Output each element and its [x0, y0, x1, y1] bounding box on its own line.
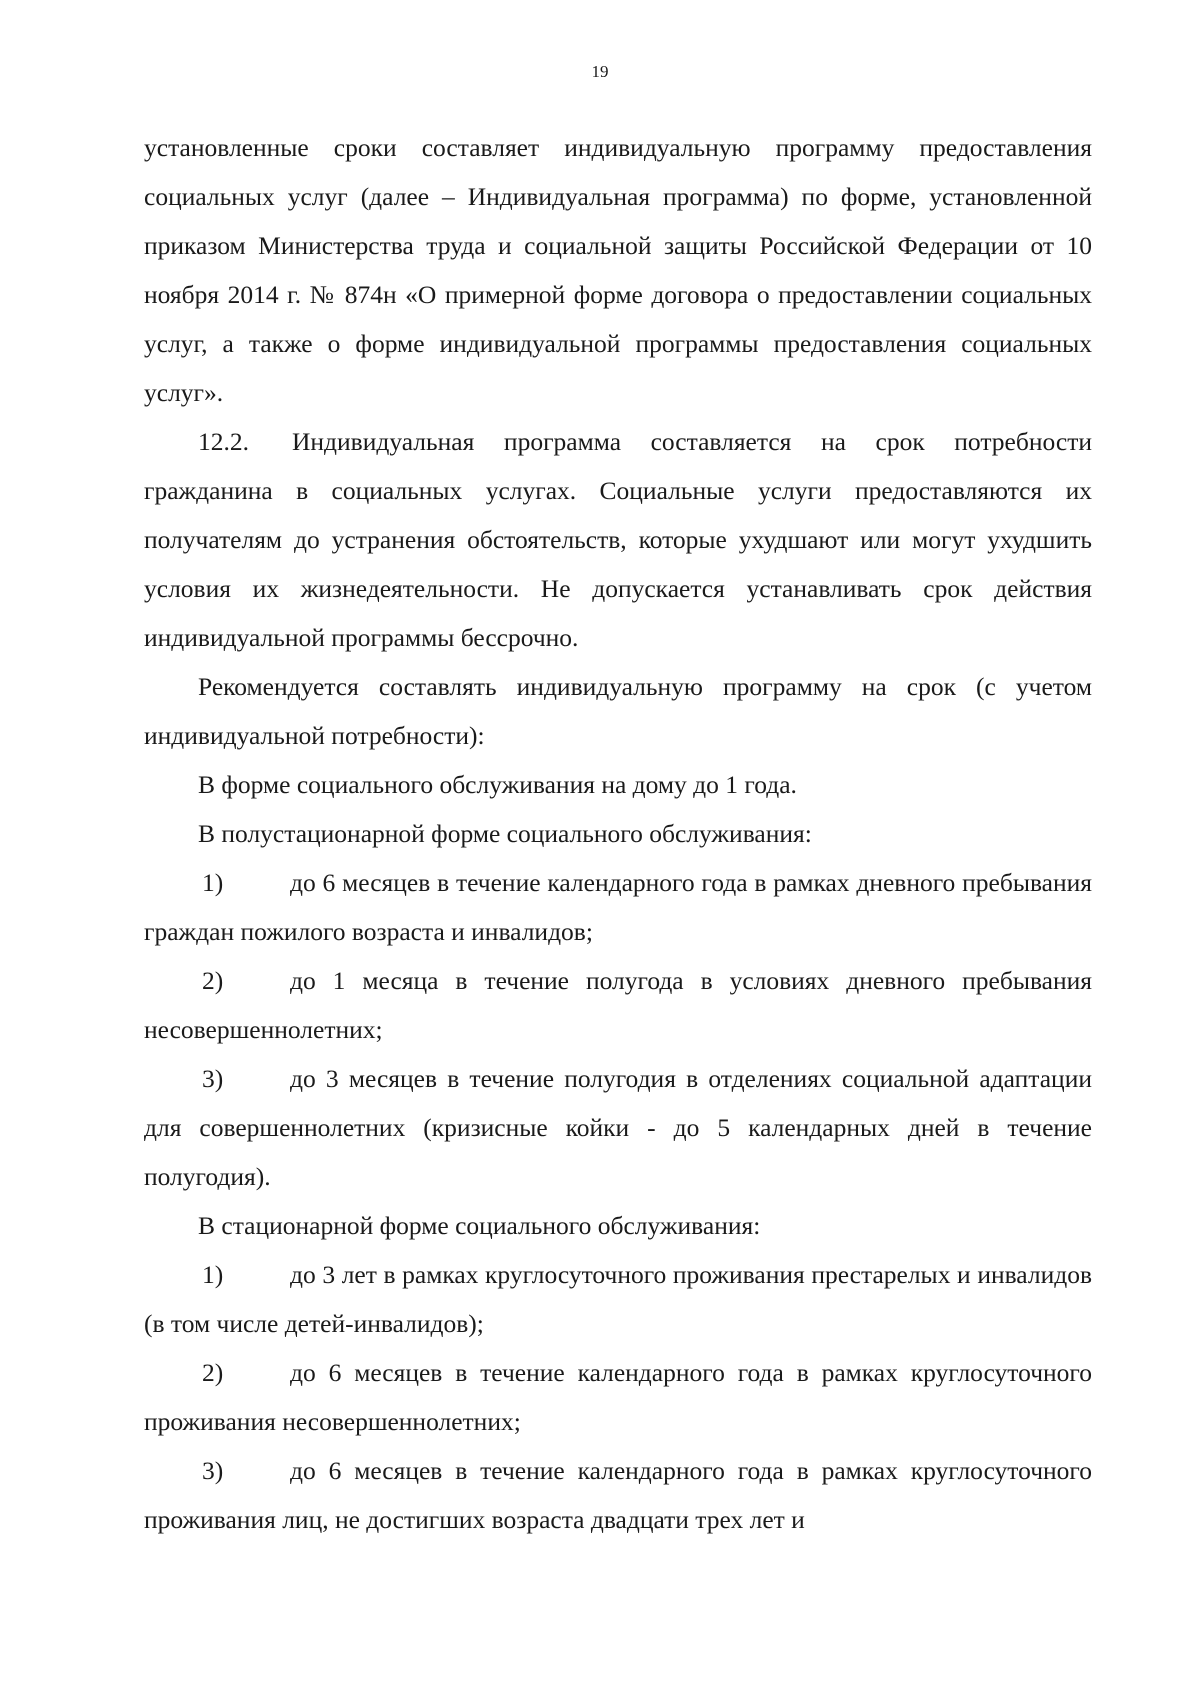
list-item-number: 3)	[202, 1456, 224, 1485]
paragraph-recommendation: Рекомендуется составлять индивидуальную программу на срок (с учетом индивидуальной потребности):	[144, 672, 1092, 750]
paragraph-stationary-heading: В стационарной форме социального обслуживания:	[198, 1211, 761, 1240]
list-item-number: 2)	[202, 1358, 224, 1387]
list-item	[144, 956, 1092, 1054]
list-item-number: 1)	[202, 1260, 224, 1289]
list-item-text: до 3 месяцев в течение полугодия в отделениях социальной адаптации для совершеннолетних (кризисные койки - до 5 календарных дней в течение полугодия).	[144, 1064, 1092, 1191]
list-item-text: до 6 месяцев в течение календарного года в рамках дневного пребывания граждан пожилого возраста и инвалидов;	[144, 868, 1092, 946]
list-item-number: 3)	[202, 1064, 224, 1093]
list-item	[144, 1446, 1092, 1544]
list-item-text: до 1 месяца в течение полугода в условиях дневного пребывания несовершеннолетних;	[144, 966, 1092, 1044]
list-item-number: 1)	[202, 868, 224, 897]
paragraph-intro: установленные сроки составляет индивидуальную программу предоставления социальных услуг (далее – Индивидуальная программа) по форме, установленной приказом Министерства труда и социальной защиты Российской Федерации от 10 ноября 2014 г. № 874н «О примерной форме договора о предоставлении социальных услуг, а также о форме индивидуальной программы предоставления социальных услуг».	[144, 133, 1092, 407]
list-item-text: до 6 месяцев в течение календарного года в рамках круглосуточного проживания несовершеннолетних;	[144, 1358, 1092, 1436]
paragraph-home-service: В форме социального обслуживания на дому до 1 года.	[198, 770, 797, 799]
list-item	[144, 1348, 1092, 1446]
page-number: 19	[591, 62, 609, 81]
paragraph-semi-stationary-heading: В полустационарной форме социального обслуживания:	[198, 819, 812, 848]
list-item	[144, 858, 1092, 956]
document-body	[144, 123, 1092, 1544]
list-item	[144, 1250, 1092, 1348]
list-item-text: до 3 лет в рамках круглосуточного проживания престарелых и инвалидов (в том числе детей-инвалидов);	[144, 1260, 1092, 1338]
paragraph-12-2	[144, 417, 1092, 662]
list-item	[144, 1054, 1092, 1201]
list-item-text: до 6 месяцев в течение календарного года в рамках круглосуточного проживания лиц, не достигших возраста двадцати трех лет и	[144, 1456, 1092, 1534]
clause-number: 12.2.	[198, 427, 249, 456]
clause-text: Индивидуальная программа составляется на срок потребности гражданина в социальных услугах. Социальные услуги предоставляются их получателям до устранения обстоятельств, которые ухудшают или могут ухудшить условия их жизнедеятельности. Не допускается устанавливать срок действия индивидуальной программы бессрочно.	[144, 427, 1092, 652]
list-item-number: 2)	[202, 966, 224, 995]
